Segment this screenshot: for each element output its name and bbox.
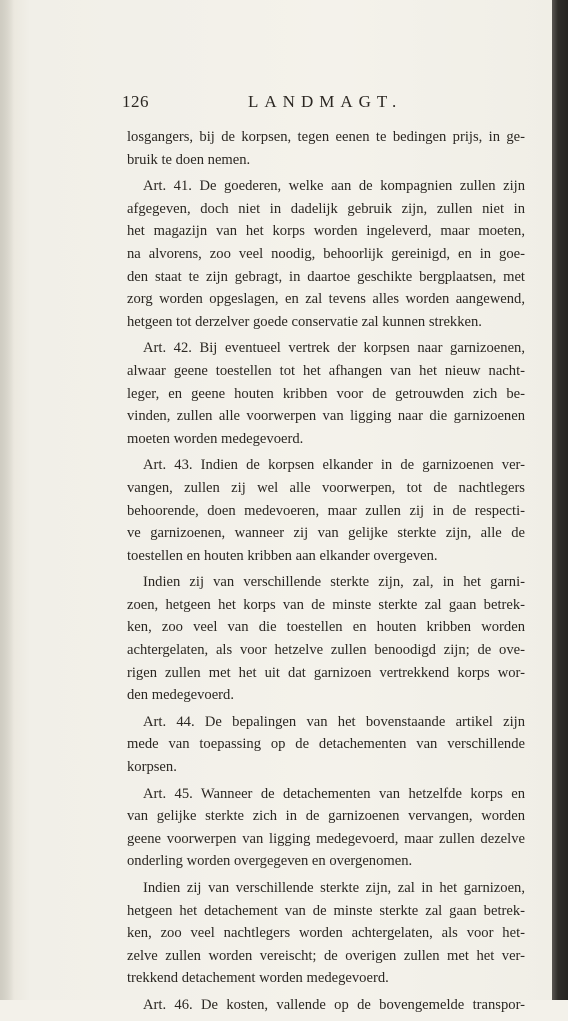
gutter-shadow [0,0,14,1000]
text-line: rigen zullen met het uit dat garnizoen vertrekkend korps wor- [127,664,525,681]
page-number: 126 [122,92,149,111]
page-header [122,92,526,116]
text-line: zoen, hetgeen het korps van de minste sterkte zal gaan betrek- [127,596,525,613]
text-line: alwaar geene toestellen tot het afhangen van het nieuw nacht- [127,362,525,379]
text-line: ken, zoo veel van die toestellen en houten kribben worden [127,619,525,636]
paragraph [127,126,525,171]
text-line: losgangers, bij de korpsen, tegen eenen te bedingen prijs, in ge- [127,129,525,145]
text-line: Art. 46. De kosten, vallende op de bovengemelde transpor- [143,996,525,1013]
text-line: onderling worden overgegeven en overgenomen. [127,853,413,870]
text-line: van gelijke sterkte zich in de garnizoenen vervangen, worden [127,808,525,825]
paragraph-art-41 [127,175,525,333]
text-line: zelve zullen worden vereischt; de overigen zullen met het ver- [127,947,525,964]
text-line: korpsen. [127,759,177,776]
running-head: LANDMAGT. [248,92,403,111]
text-line: vangen, zullen zij wel alle voorwerpen, tot de nachtlegers [127,479,525,496]
text-line: hetgeen het detachement van de minste sterkte zal gaan betrek- [127,902,525,919]
text-line: zorg worden opgeslagen, en zal tevens alles worden aangewend, [127,291,525,308]
paragraph-art-45-continued [127,877,525,990]
text-line: afgegeven, doch niet in dadelijk gebruik zijn, zullen niet in [127,200,525,217]
text-line: moeten worden medegevoerd. [127,430,304,447]
text-line: den medegevoerd. [127,687,234,704]
text-line: ken, zoo veel nachtlegers worden achtergelaten, als voor het- [127,925,525,942]
text-line: vinden, zullen alle voorwerpen van ligging naar die garnizoenen [127,408,525,425]
text-line: behoorende, doen medevoeren, maar zullen zij in de respecti- [127,502,525,519]
text-line: achtergelaten, als voor hetzelve zullen benoodigd zijn; de ove- [127,642,525,659]
text-line: leger, en geene houten kribben voor de getrouwden zich be- [127,385,525,402]
text-line: Indien zij van verschillende sterkte zijn, zal in het garnizoen, [143,880,525,896]
paragraph-art-44 [127,711,525,779]
paragraph-art-45 [127,783,525,873]
paragraph-art-43 [127,454,525,567]
text-line: Indien zij van verschillende sterkte zijn, zal, in het garni- [143,574,525,591]
text-line: den staat te zijn gebragt, in daartoe geschikte bergplaatsen, met [127,268,525,285]
text-line: ve garnizoenen, wanneer zij van gelijke sterkte zijn, alle de [127,525,525,542]
text-line: Art. 41. De goederen, welke aan de kompagnien zullen zijn [143,178,525,195]
paragraph-art-43-continued [127,571,525,707]
text-line: bruik te doen nemen. [127,151,251,168]
text-line: Art. 45. Wanneer de detachementen van hetzelfde korps en [143,785,525,802]
text-line: toestellen en houten kribben aan elkander overgeven. [127,547,438,564]
text-line: Art. 43. Indien de korpsen elkander in de garnizoenen ver- [143,457,525,474]
text-line: mede van toepassing op de detachementen van verschillende [127,736,525,753]
text-line: het magazijn van het korps worden ingeleverd, maar moeten, [127,223,525,240]
paragraph-art-46 [127,994,525,1017]
text-line: Art. 44. De bepalingen van het bovenstaande artikel zijn [143,713,525,730]
text-line: hetgeen tot derzelver goede conservatie zal kunnen strekken. [127,313,482,330]
paragraph-art-42 [127,337,525,450]
text-line: geene voorwerpen van ligging medegevoerd, maar zullen dezelve [127,830,525,847]
book-edge [552,0,568,1000]
text-line: Art. 42. Bij eventueel vertrek der korpsen naar garnizoenen, [143,340,525,357]
text-line: na alvorens, zoo veel noodig, behoorlijk gereinigd, en in goe- [127,245,525,262]
text-line: trekkend detachement worden medegevoerd. [127,970,389,987]
body-text [127,126,525,1021]
